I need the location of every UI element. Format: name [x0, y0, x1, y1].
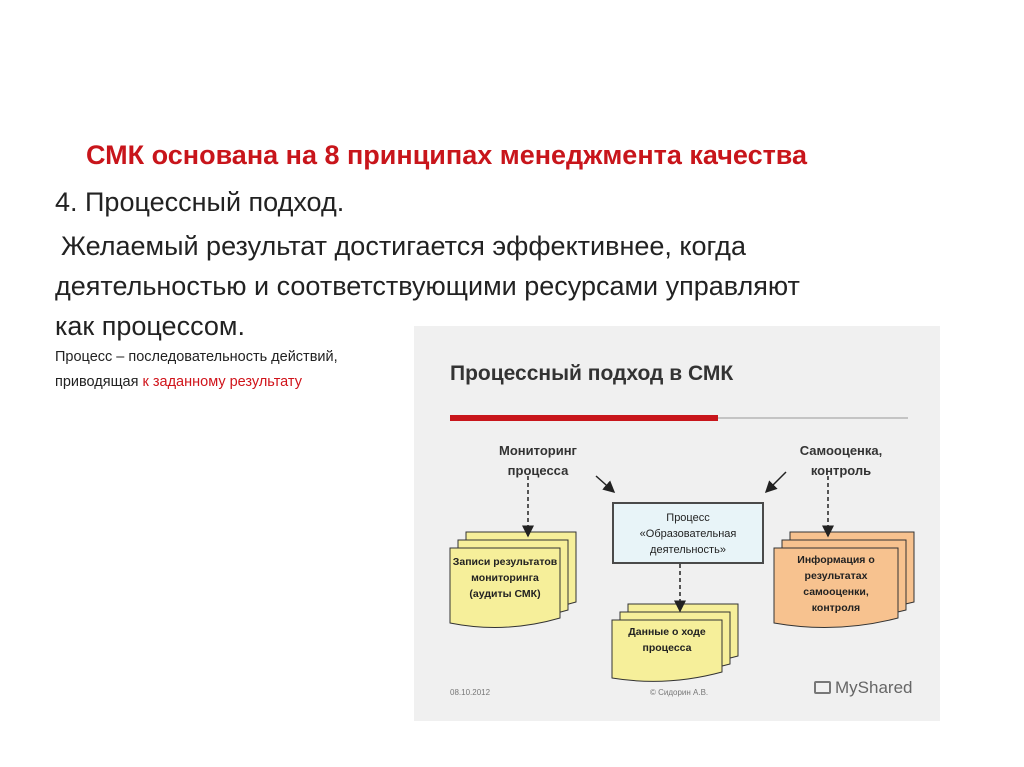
description-line: Желаемый результат достигается эффективнее, когда: [61, 231, 746, 261]
description-line: деятельностью и соответствующими ресурсами управляют: [55, 271, 800, 301]
records-doc-line: мониторинга: [471, 572, 539, 584]
definition-line: Процесс – последовательность действий,: [55, 349, 338, 365]
records-doc-line: Записи результатов: [452, 556, 558, 568]
diagram-title: Процессный подход в СМК: [450, 362, 734, 385]
process-definition: [55, 345, 338, 395]
slide-title: СМК основана на 8 принципах менеджмента качества: [86, 140, 808, 170]
process-box-line: Процесс: [666, 512, 710, 524]
process-box-line: деятельность»: [650, 544, 726, 556]
principle-heading: 4. Процессный подход.: [55, 187, 345, 217]
watermark-text: MyShared: [835, 678, 913, 697]
self-eval-label: [776, 441, 906, 481]
info-doc-line: результатах: [804, 570, 868, 582]
definition-line: [55, 370, 338, 395]
monitoring-label-line: процесса: [507, 463, 569, 478]
records-document-text: [450, 554, 560, 602]
info-doc-line: Информация о: [797, 554, 875, 566]
definition-highlight: к заданному результату: [142, 374, 302, 390]
monitoring-label: [478, 441, 598, 481]
info-doc-line: контроля: [811, 602, 861, 614]
description-line: как процессом.: [55, 311, 245, 341]
info-document-text: [774, 552, 898, 616]
data-doc-line: процесса: [642, 642, 692, 654]
process-box-line: «Образовательная: [639, 528, 737, 540]
process-box: [612, 502, 764, 564]
self-eval-label-line: контроль: [810, 463, 872, 478]
data-doc-line: Данные о ходе: [628, 626, 706, 638]
monitoring-label-line: Мониторинг: [499, 443, 577, 458]
self-eval-label-line: Самооценка,: [799, 443, 883, 458]
definition-prefix: приводящая: [55, 374, 143, 390]
presentation-icon: [814, 681, 831, 694]
records-doc-line: (аудиты СМК): [469, 588, 541, 600]
watermark-logo: [814, 678, 912, 698]
footer-date: 08.10.2012: [450, 688, 491, 697]
monitoring-to-process-arrow: [596, 476, 614, 492]
data-document-text: [612, 624, 722, 656]
footer-author: © Сидорин А.В.: [650, 688, 709, 697]
process-approach-diagram: [414, 326, 940, 721]
title-accent-bar: [450, 415, 718, 421]
info-doc-line: самооценки,: [803, 586, 869, 598]
